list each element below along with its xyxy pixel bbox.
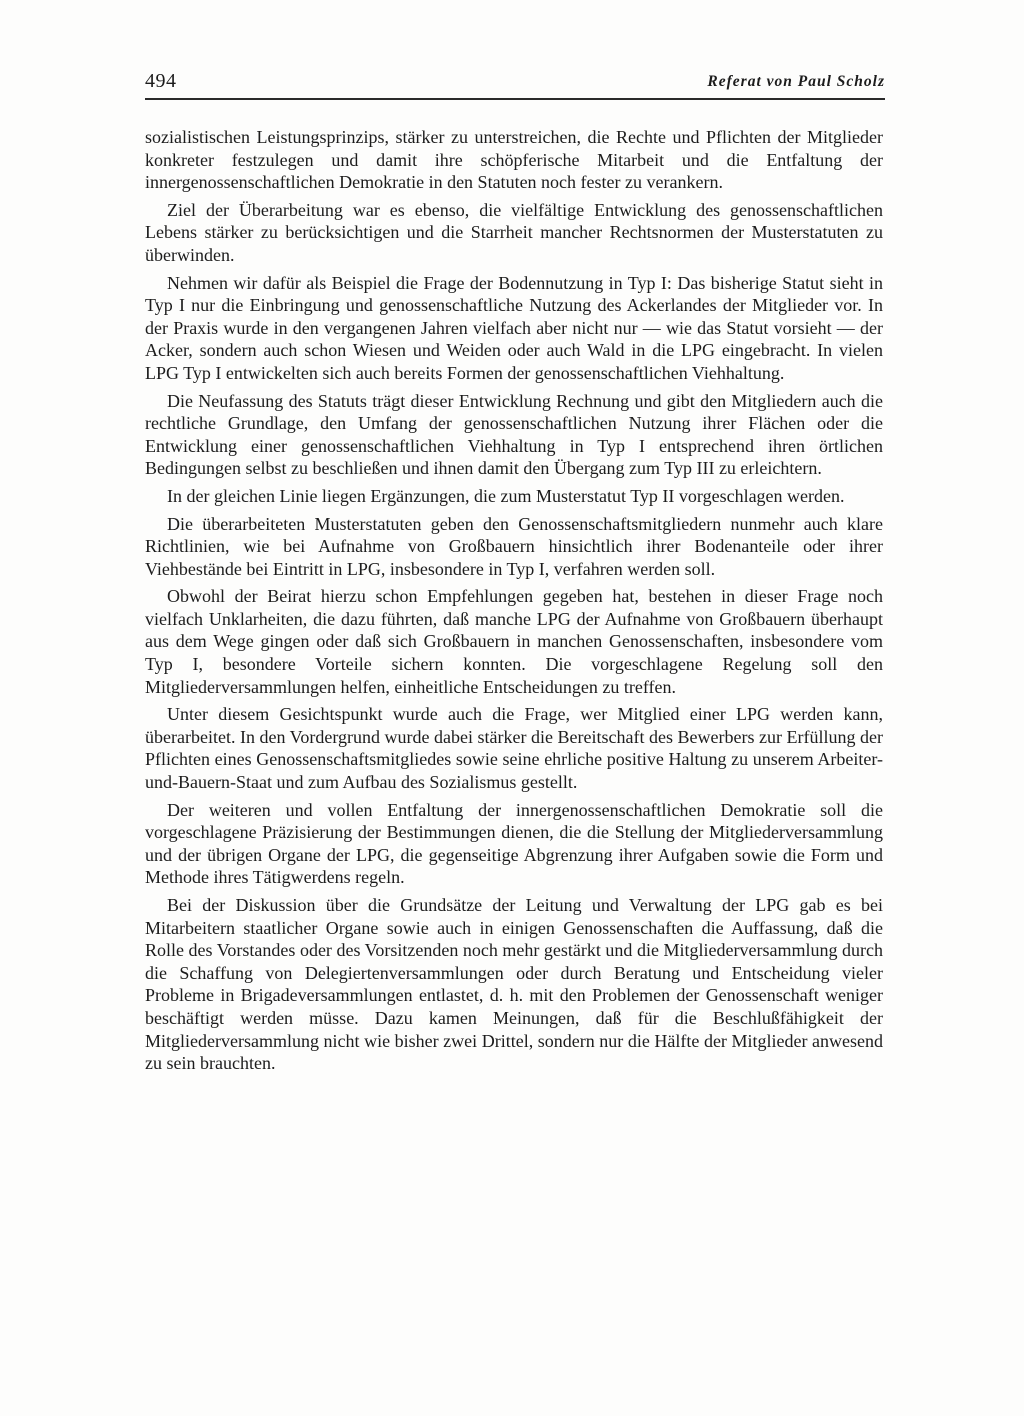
page-header bbox=[145, 70, 885, 100]
paragraph: In der gleichen Linie liegen Ergänzungen, die zum Musterstatut Typ II vorgeschlagen werden. bbox=[167, 485, 845, 506]
paragraph: Der weiteren und vollen Entfaltung der innergenossenschaftlichen Demokratie soll die vorgeschlagene Präzisierung der Bestimmungen dienen, die die Stellung der Mitgliederversammlung und der übrigen Organe der LPG, die gegenseitige Abgrenzung ihrer Aufgaben sowie die Form und Methode ihres Tätigwerdens regeln. bbox=[145, 799, 883, 888]
paragraph: Nehmen wir dafür als Beispiel die Frage der Bodennutzung in Typ I: Das bisherige Statut sieht in Typ I nur die Einbringung und genossenschaftliche Nutzung des Ackerlandes der Mitglieder vor. In der Praxis wurde in den vergangenen Jahren vielfach aber nicht nur — wie das Statut vorsieht — der Acker, sondern auch schon Wiesen und Weiden oder auch Wald in die LPG eingebracht. In vielen LPG Typ I entwickelten sich auch bereits Formen der genossenschaftlichen Viehhaltung. bbox=[145, 272, 883, 383]
paragraph: Die überarbeiteten Musterstatuten geben den Genossenschaftsmitgliedern nunmehr auch klare Richtlinien, wie bei Aufnahme von Großbauern hinsichtlich ihrer Bodenanteile oder ihrer Viehbestände bei Eintritt in LPG, insbesondere in Typ I, verfahren werden soll. bbox=[145, 513, 883, 579]
paragraph: Die Neufassung des Statuts trägt dieser Entwicklung Rechnung und gibt den Mitgliedern auch die rechtliche Grundlage, den Umfang der genossenschaftlichen Nutzung ihrer Flächen oder die Entwicklung einer genossenschaftlichen Viehhaltung in Typ I entsprechend ihren örtlichen Bedingungen selbst zu beschließen und ihnen damit den Übergang zum Typ III zu erleichtern. bbox=[145, 390, 883, 479]
paragraph: Obwohl der Beirat hierzu schon Empfehlungen gegeben hat, bestehen in dieser Frage noch vielfach Unklarheiten, die dazu führten, daß manche LPG der Aufnahme von Großbauern überhaupt aus dem Wege gingen oder daß sich Großbauern in manchen Genossenschaften, insbesondere vom Typ I, besondere Vorteile sichern konnten. Die vorgeschlagene Regelung soll den Mitgliederversammlungen helfen, einheitliche Entscheidungen zu treffen. bbox=[145, 586, 883, 697]
paragraph: Bei der Diskussion über die Grundsätze der Leitung und Verwaltung der LPG gab es bei Mitarbeitern staatlicher Organe sowie auch in einigen Genossenschaften die Auffassung, daß die Rolle des Vorstandes oder des Vorsitzenden noch mehr gestärkt und die Mitgliederversammlung durch die Schaffung von Delegiertenversammlungen oder durch Beratung und Entscheidung vieler Probleme in Brigadeversammlungen entlastet, d. h. mit den Problemen der Genossenschaft weniger beschäftigt werden müsse. Dazu kamen Meinungen, daß für die Beschlußfähigkeit der Mitgliederversammlung nicht wie bisher zwei Drittel, sondern nur die Hälfte der Mitglieder anwesend zu sein brauchten. bbox=[145, 895, 883, 1074]
paragraph: Ziel der Überarbeitung war es ebenso, die vielfältige Entwicklung des genossenschaftlichen Lebens stärker zu berücksichtigen und die Starrheit mancher Rechtsnormen der Musterstatuten zu überwinden. bbox=[145, 199, 883, 265]
page-number: 494 bbox=[145, 70, 177, 92]
paragraph: sozialistischen Leistungsprinzips, stärker zu unterstreichen, die Rechte und Pflichten der Mitglieder konkreter festzulegen und damit ihre schöpferische Mitarbeit und die Entfaltung der innergenossenschaftlichen Demokratie in den Statuten noch fester zu verankern. bbox=[145, 127, 883, 193]
running-title: Referat von Paul Scholz bbox=[707, 73, 885, 90]
paragraph: Unter diesem Gesichtspunkt wurde auch die Frage, wer Mitglied einer LPG werden kann, überarbeitet. In den Vordergrund wurde dabei stärker die Bereitschaft des Bewerbers zur Erfüllung der Pflichten eines Genossenschaftsmitgliedes sowie seine ehrliche positive Haltung zu unserem Arbeiter-und-Bauern-Staat und zum Aufbau des Sozialismus gestellt. bbox=[145, 704, 883, 793]
body-text bbox=[145, 126, 883, 1080]
